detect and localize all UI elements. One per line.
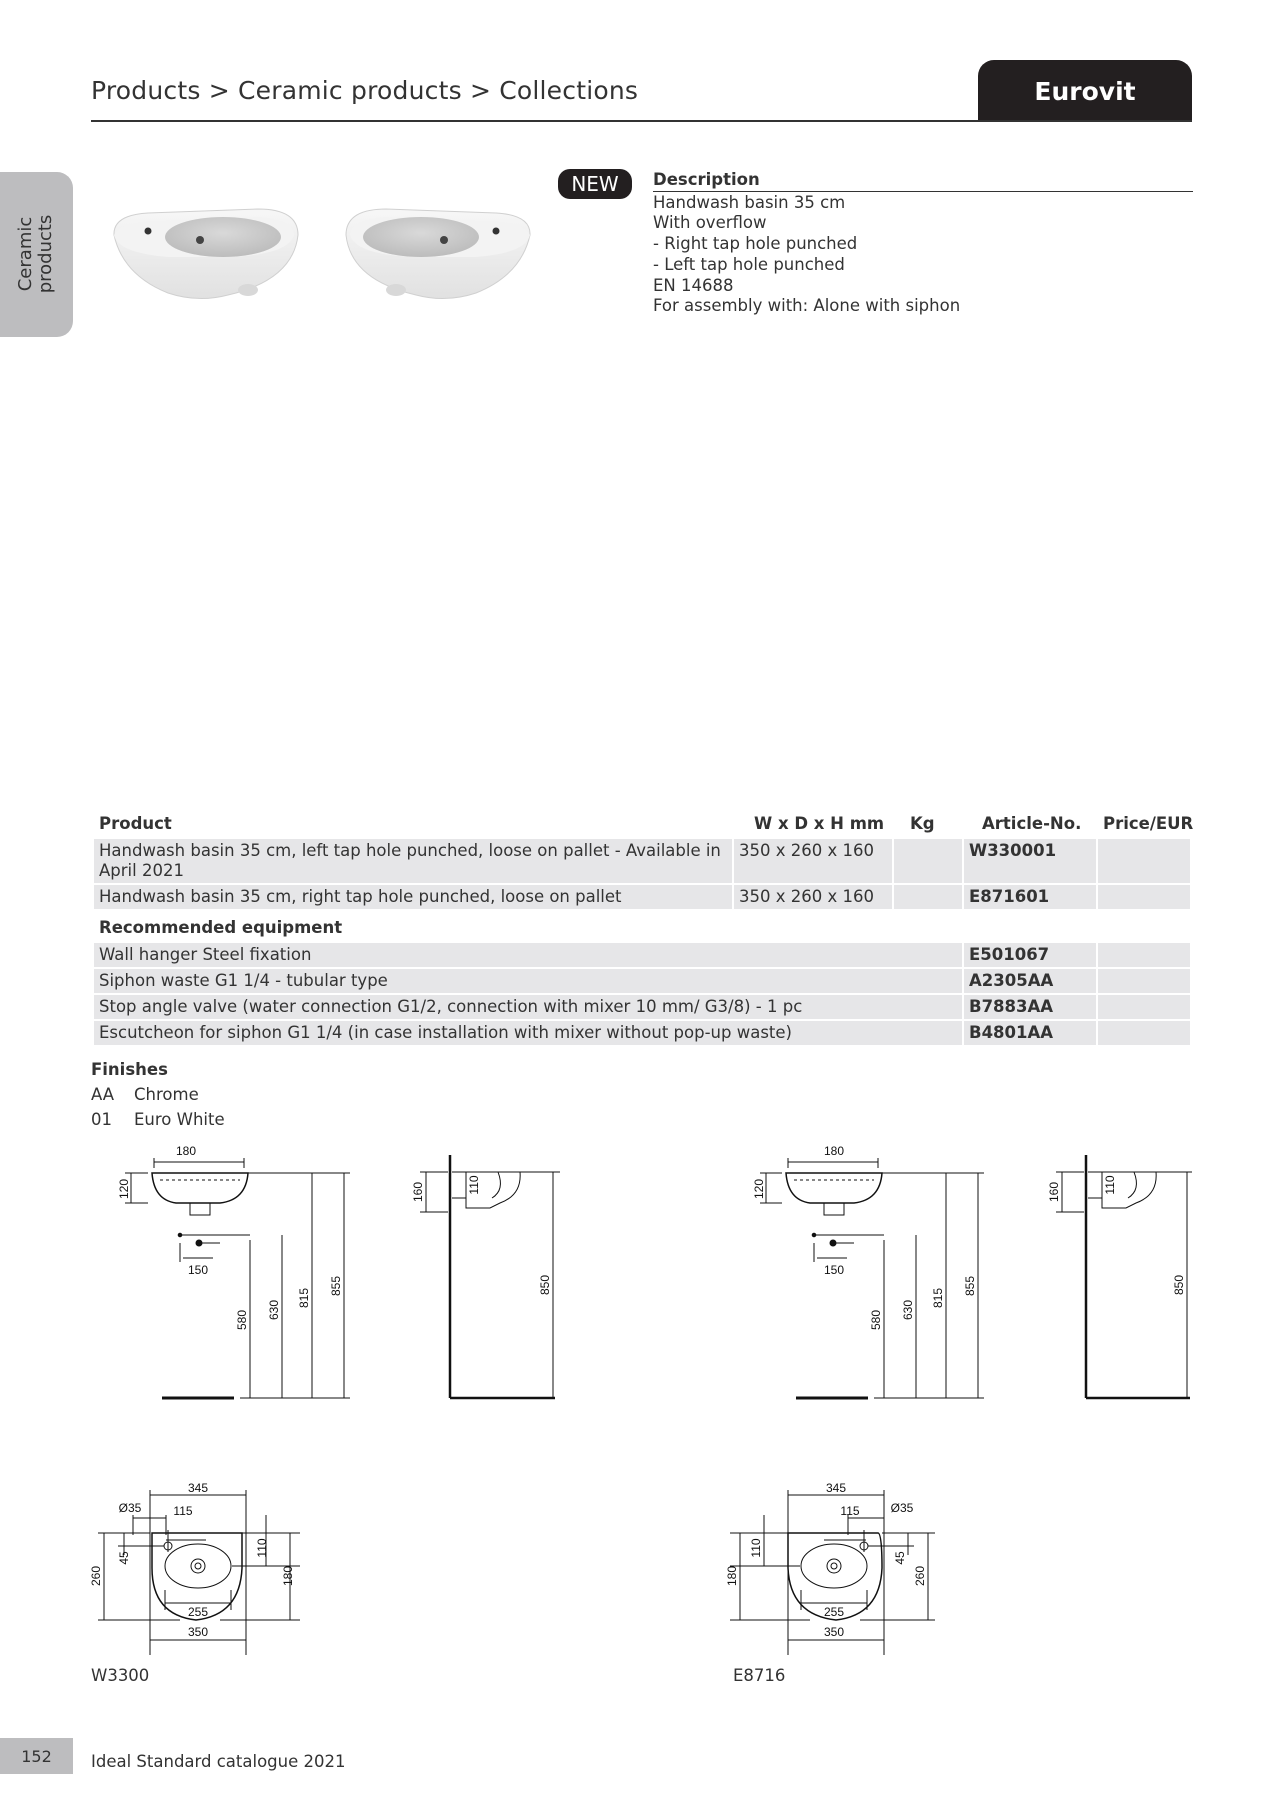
model-label-left: W3300 xyxy=(91,1666,150,1685)
dim-label: 160 xyxy=(411,1181,425,1203)
dim-label: 180 xyxy=(823,1144,845,1158)
dim-label: 850 xyxy=(1172,1274,1186,1296)
model-label-right: E8716 xyxy=(733,1666,786,1685)
header-dims: W x D x H mm xyxy=(754,814,885,833)
dim-label: 115 xyxy=(840,1504,860,1518)
dim-label: 150 xyxy=(187,1263,209,1277)
dim-label: 815 xyxy=(297,1287,311,1309)
dim-label: 120 xyxy=(117,1178,131,1200)
collection-name: Eurovit xyxy=(1034,76,1136,106)
dim-label: Ø35 xyxy=(118,1501,142,1515)
description-line: For assembly with: Alone with siphon xyxy=(653,296,961,316)
product-dims: 350 x 260 x 160 xyxy=(734,839,894,883)
page-number: 152 xyxy=(0,1738,73,1774)
dim-label: 350 xyxy=(823,1625,845,1639)
dim-label: 255 xyxy=(823,1605,845,1619)
dim-label: 115 xyxy=(173,1504,193,1518)
equipment-name: Siphon waste G1 1/4 - tubular type xyxy=(94,969,964,993)
dim-label: 630 xyxy=(267,1299,281,1321)
product-article: E871601 xyxy=(964,885,1098,909)
product-dims: 350 x 260 x 160 xyxy=(734,885,894,909)
dim-label: 110 xyxy=(467,1175,481,1195)
dim-label: 260 xyxy=(89,1565,103,1587)
breadcrumb: Products > Ceramic products > Collections xyxy=(91,76,639,105)
equipment-article: E501067 xyxy=(964,943,1098,967)
product-article: W330001 xyxy=(964,839,1098,883)
dim-label: 180 xyxy=(725,1565,739,1587)
product-name: Handwash basin 35 cm, right tap hole punched, loose on pallet xyxy=(94,885,734,909)
dim-label: 350 xyxy=(187,1625,209,1639)
header-kg: Kg xyxy=(910,814,935,833)
description-line: With overflow xyxy=(653,213,767,233)
dim-label: 180 xyxy=(281,1565,295,1587)
equipment-article: A2305AA xyxy=(964,969,1098,993)
side-tab-line-2: products xyxy=(35,214,56,294)
dim-label: 255 xyxy=(187,1605,209,1619)
header-price: Price/EUR xyxy=(1103,814,1194,833)
header-product: Product xyxy=(99,814,172,833)
finishes-title: Finishes xyxy=(91,1060,168,1079)
equipment-name: Escutcheon for siphon G1 1/4 (in case installation with mixer without pop-up waste) xyxy=(94,1021,964,1045)
recommended-title: Recommended equipment xyxy=(99,918,343,937)
description-line: - Left tap hole punched xyxy=(653,254,845,274)
footer-text: Ideal Standard catalogue 2021 xyxy=(91,1752,346,1771)
dim-label: 45 xyxy=(117,1551,131,1565)
dim-label: 110 xyxy=(255,1538,269,1558)
front-view-left xyxy=(125,1158,350,1398)
dim-label: 45 xyxy=(893,1551,907,1565)
dim-label: 260 xyxy=(913,1565,927,1587)
dim-label: 855 xyxy=(963,1275,977,1297)
product-name: Handwash basin 35 cm, left tap hole punched, loose on pallet - Available in April 2021 xyxy=(94,839,734,883)
finish-code: AA xyxy=(91,1085,115,1104)
dim-label: 345 xyxy=(825,1481,847,1495)
dim-label: 180 xyxy=(175,1144,197,1158)
equipment-name: Stop angle valve (water connection G1/2, connection with mixer 10 mm/ G3/8) - 1 pc xyxy=(94,995,964,1019)
dim-label: 110 xyxy=(1103,1175,1117,1195)
description-line: EN 14688 xyxy=(653,275,734,295)
dim-label: 580 xyxy=(235,1309,249,1331)
equipment-article: B7883AA xyxy=(964,995,1098,1019)
dim-label: 160 xyxy=(1047,1181,1061,1203)
dim-label: 850 xyxy=(538,1274,552,1296)
dim-label: 150 xyxy=(823,1263,845,1277)
dim-label: 855 xyxy=(329,1275,343,1297)
finish-code: 01 xyxy=(91,1110,112,1129)
dim-label: 120 xyxy=(752,1178,766,1200)
dim-label: 110 xyxy=(749,1538,763,1558)
equipment-article: B4801AA xyxy=(964,1021,1098,1045)
dim-label: 630 xyxy=(901,1299,915,1321)
description-title: Description xyxy=(653,170,1193,192)
header-article: Article-No. xyxy=(982,814,1082,833)
description-line: Handwash basin 35 cm xyxy=(653,192,846,212)
description-line: - Right tap hole punched xyxy=(653,234,858,254)
dim-label: Ø35 xyxy=(890,1501,914,1515)
new-badge: NEW xyxy=(558,169,632,199)
dim-label: 345 xyxy=(187,1481,209,1495)
dim-label: 815 xyxy=(931,1287,945,1309)
finish-name: Chrome xyxy=(134,1085,199,1104)
dim-label: 580 xyxy=(869,1309,883,1331)
front-view-right xyxy=(760,1158,984,1398)
finish-name: Euro White xyxy=(134,1110,225,1129)
side-tab-line-1: Ceramic xyxy=(15,216,36,292)
equipment-name: Wall hanger Steel fixation xyxy=(94,943,964,967)
